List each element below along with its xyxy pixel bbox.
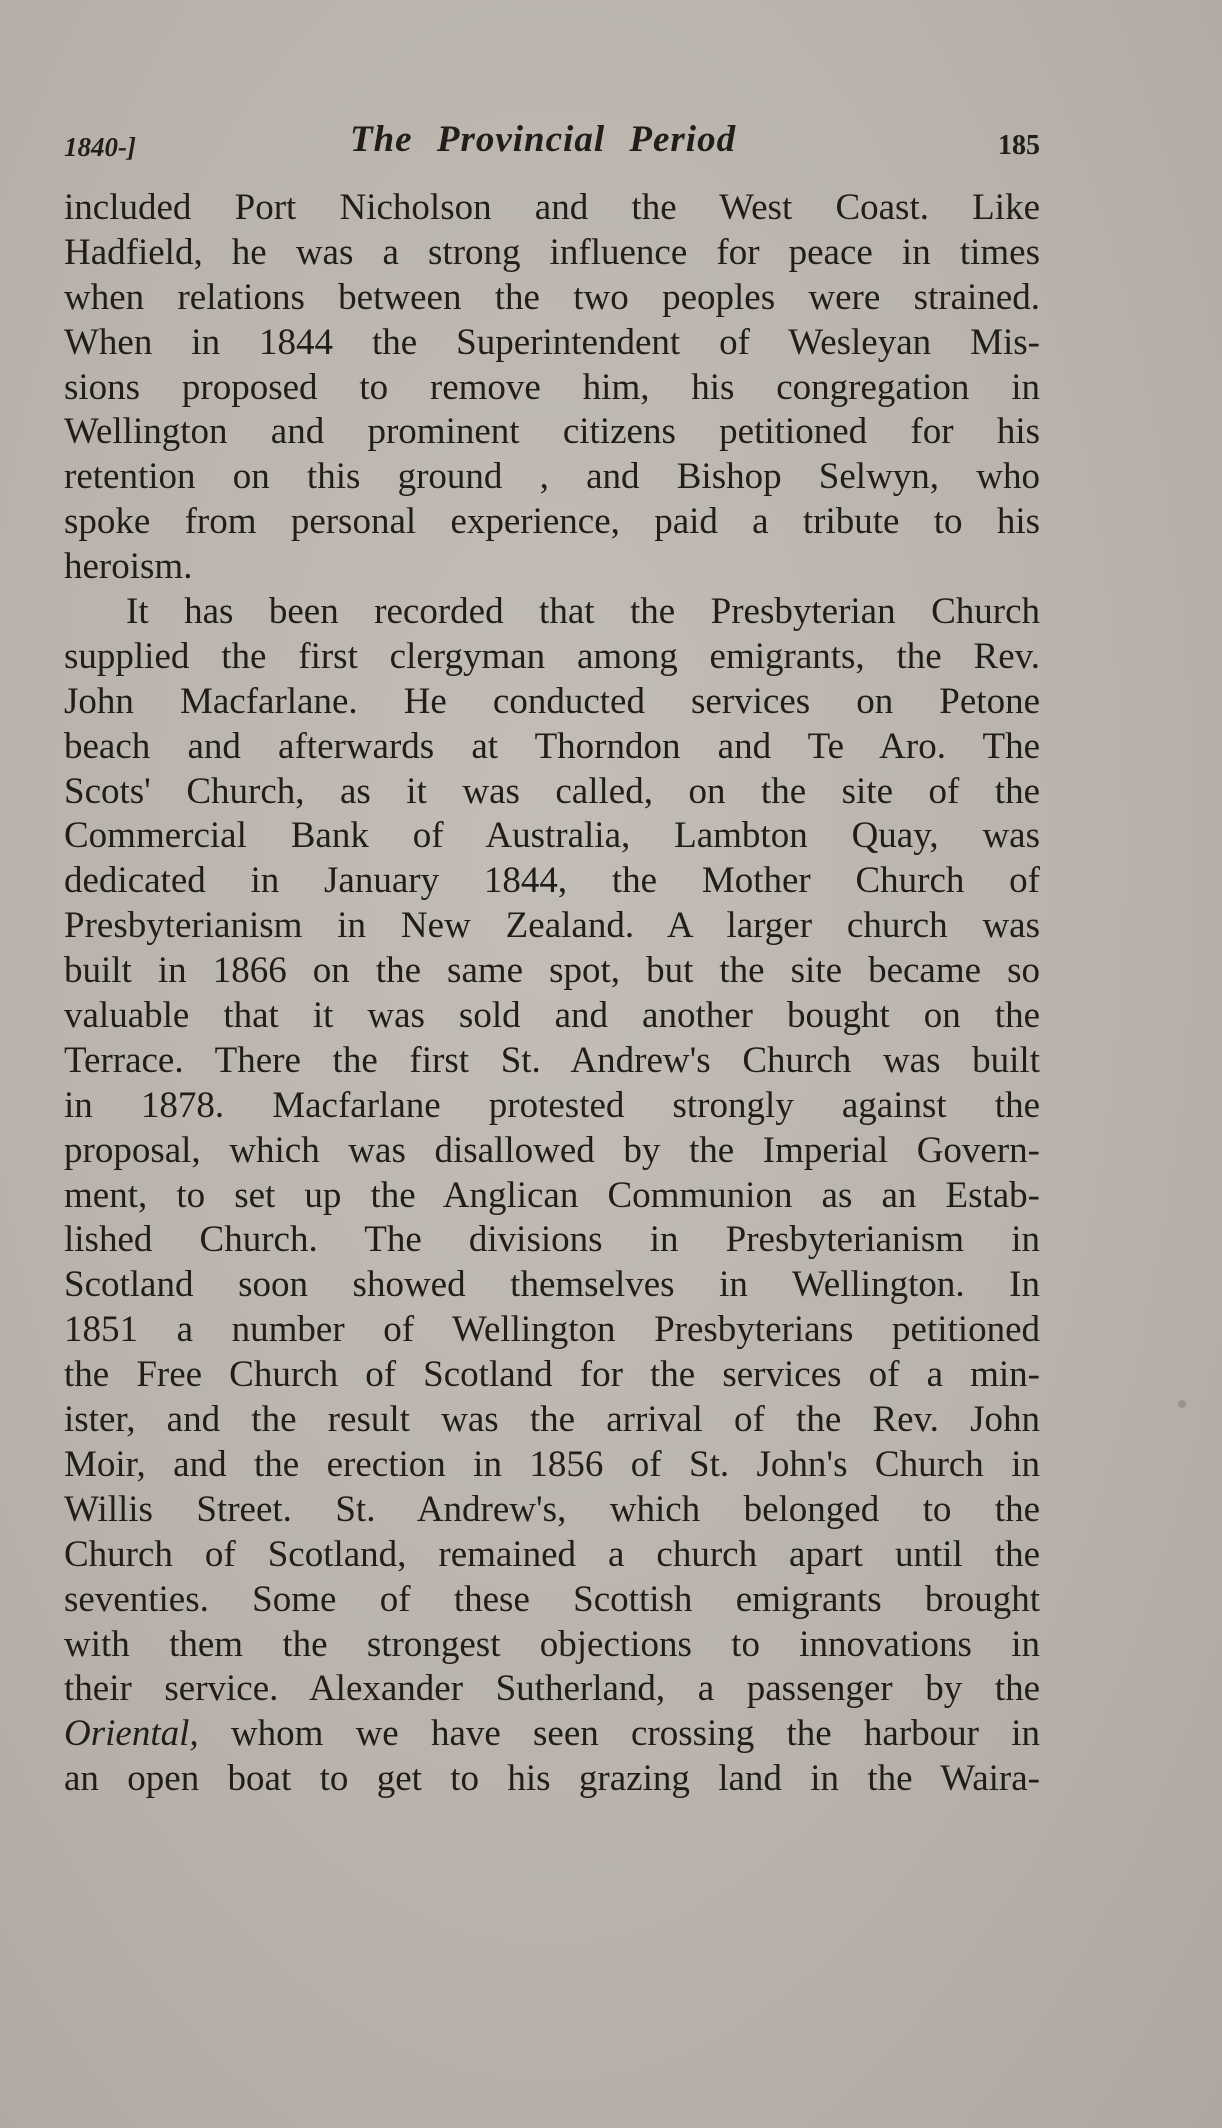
text-line: proposal, which was disallowed by the Imperial Govern- [64, 1129, 1040, 1171]
text-line: included Port Nicholson and the West Coast. Like [64, 187, 1040, 228]
text-line: Moir, and the erection in 1856 of St. John's Church in [64, 1443, 1040, 1485]
text-line: Wellington and prominent citizens petitioned for his [64, 411, 1040, 453]
text-line: their service. Alexander Sutherland, a passenger by the [64, 1668, 1040, 1710]
text-line: lished Church. The divisions in Presbyterianism in [64, 1219, 1040, 1261]
text-line: supplied the first clergyman among emigrants, the Rev. [64, 635, 1040, 677]
text-line: 1851 a number of Wellington Presbyterians petitioned [64, 1309, 1040, 1351]
text-line: sions proposed to remove him, his congregation in [64, 366, 1040, 408]
text-line: when relations between the two peoples were strained. [64, 276, 1040, 318]
text-line: ister, and the result was the arrival of the Rev. John [64, 1399, 1040, 1441]
text-line: Commercial Bank of Australia, Lambton Quay, was [64, 815, 1040, 857]
text-line: seventies. Some of these Scottish emigrants brought [64, 1578, 1040, 1620]
text-line: Hadfield, he was a strong influence for peace in times [64, 231, 1040, 273]
text-line: When in 1844 the Superintendent of Wesleyan Mis- [64, 321, 1040, 363]
page-number: 185 [998, 130, 1040, 161]
text-line: valuable that it was sold and another bought on the [64, 995, 1040, 1037]
text-line: dedicated in January 1844, the Mother Church of [64, 860, 1040, 902]
text-line: spoke from personal experience, paid a tribute to his [64, 501, 1040, 543]
text-line: ment, to set up the Anglican Communion as an Estab- [64, 1174, 1040, 1216]
body-text [64, 186, 1040, 1802]
paragraph-start-line: It has been recorded that the Presbyterian Church [126, 591, 1040, 633]
text-line: in 1878. Macfarlane protested strongly against the [64, 1084, 1040, 1126]
text-line: built in 1866 on the same spot, but the site became so [64, 950, 1040, 992]
text-fragment: whom we have seen crossing the harbour in [198, 1713, 1040, 1755]
text-line: Presbyterianism in New Zealand. A larger church was [64, 905, 1040, 947]
header-date-range: 1840-] [64, 132, 136, 162]
text-line: John Macfarlane. He conducted services on Petone [64, 680, 1040, 722]
text-line: Scots' Church, as it was called, on the site of the [64, 770, 1040, 812]
header-title: The Provincial Period [350, 119, 737, 160]
text-line: Church of Scotland, remained a church apart until the [64, 1533, 1040, 1575]
text-line: beach and afterwards at Thorndon and Te Aro. The [64, 725, 1040, 767]
text-line: Willis Street. St. Andrew's, which belonged to the [64, 1488, 1040, 1530]
ship-name-italic: Oriental, [64, 1713, 199, 1755]
text-line-oriental [64, 1712, 1040, 1757]
paragraph-end-line: heroism. [64, 546, 193, 588]
running-header [64, 118, 1040, 170]
text-line: Terrace. There the first St. Andrew's Church was built [64, 1039, 1040, 1081]
text-line: with them the strongest objections to innovations in [64, 1623, 1040, 1665]
text-line: the Free Church of Scotland for the services of a min- [64, 1354, 1040, 1396]
text-line: an open boat to get to his grazing land in the Waira- [64, 1758, 1040, 1800]
paper-speck [1178, 1400, 1186, 1408]
text-line: Scotland soon showed themselves in Wellington. In [64, 1264, 1040, 1306]
text-line: retention on this ground , and Bishop Selwyn, who [64, 456, 1040, 498]
